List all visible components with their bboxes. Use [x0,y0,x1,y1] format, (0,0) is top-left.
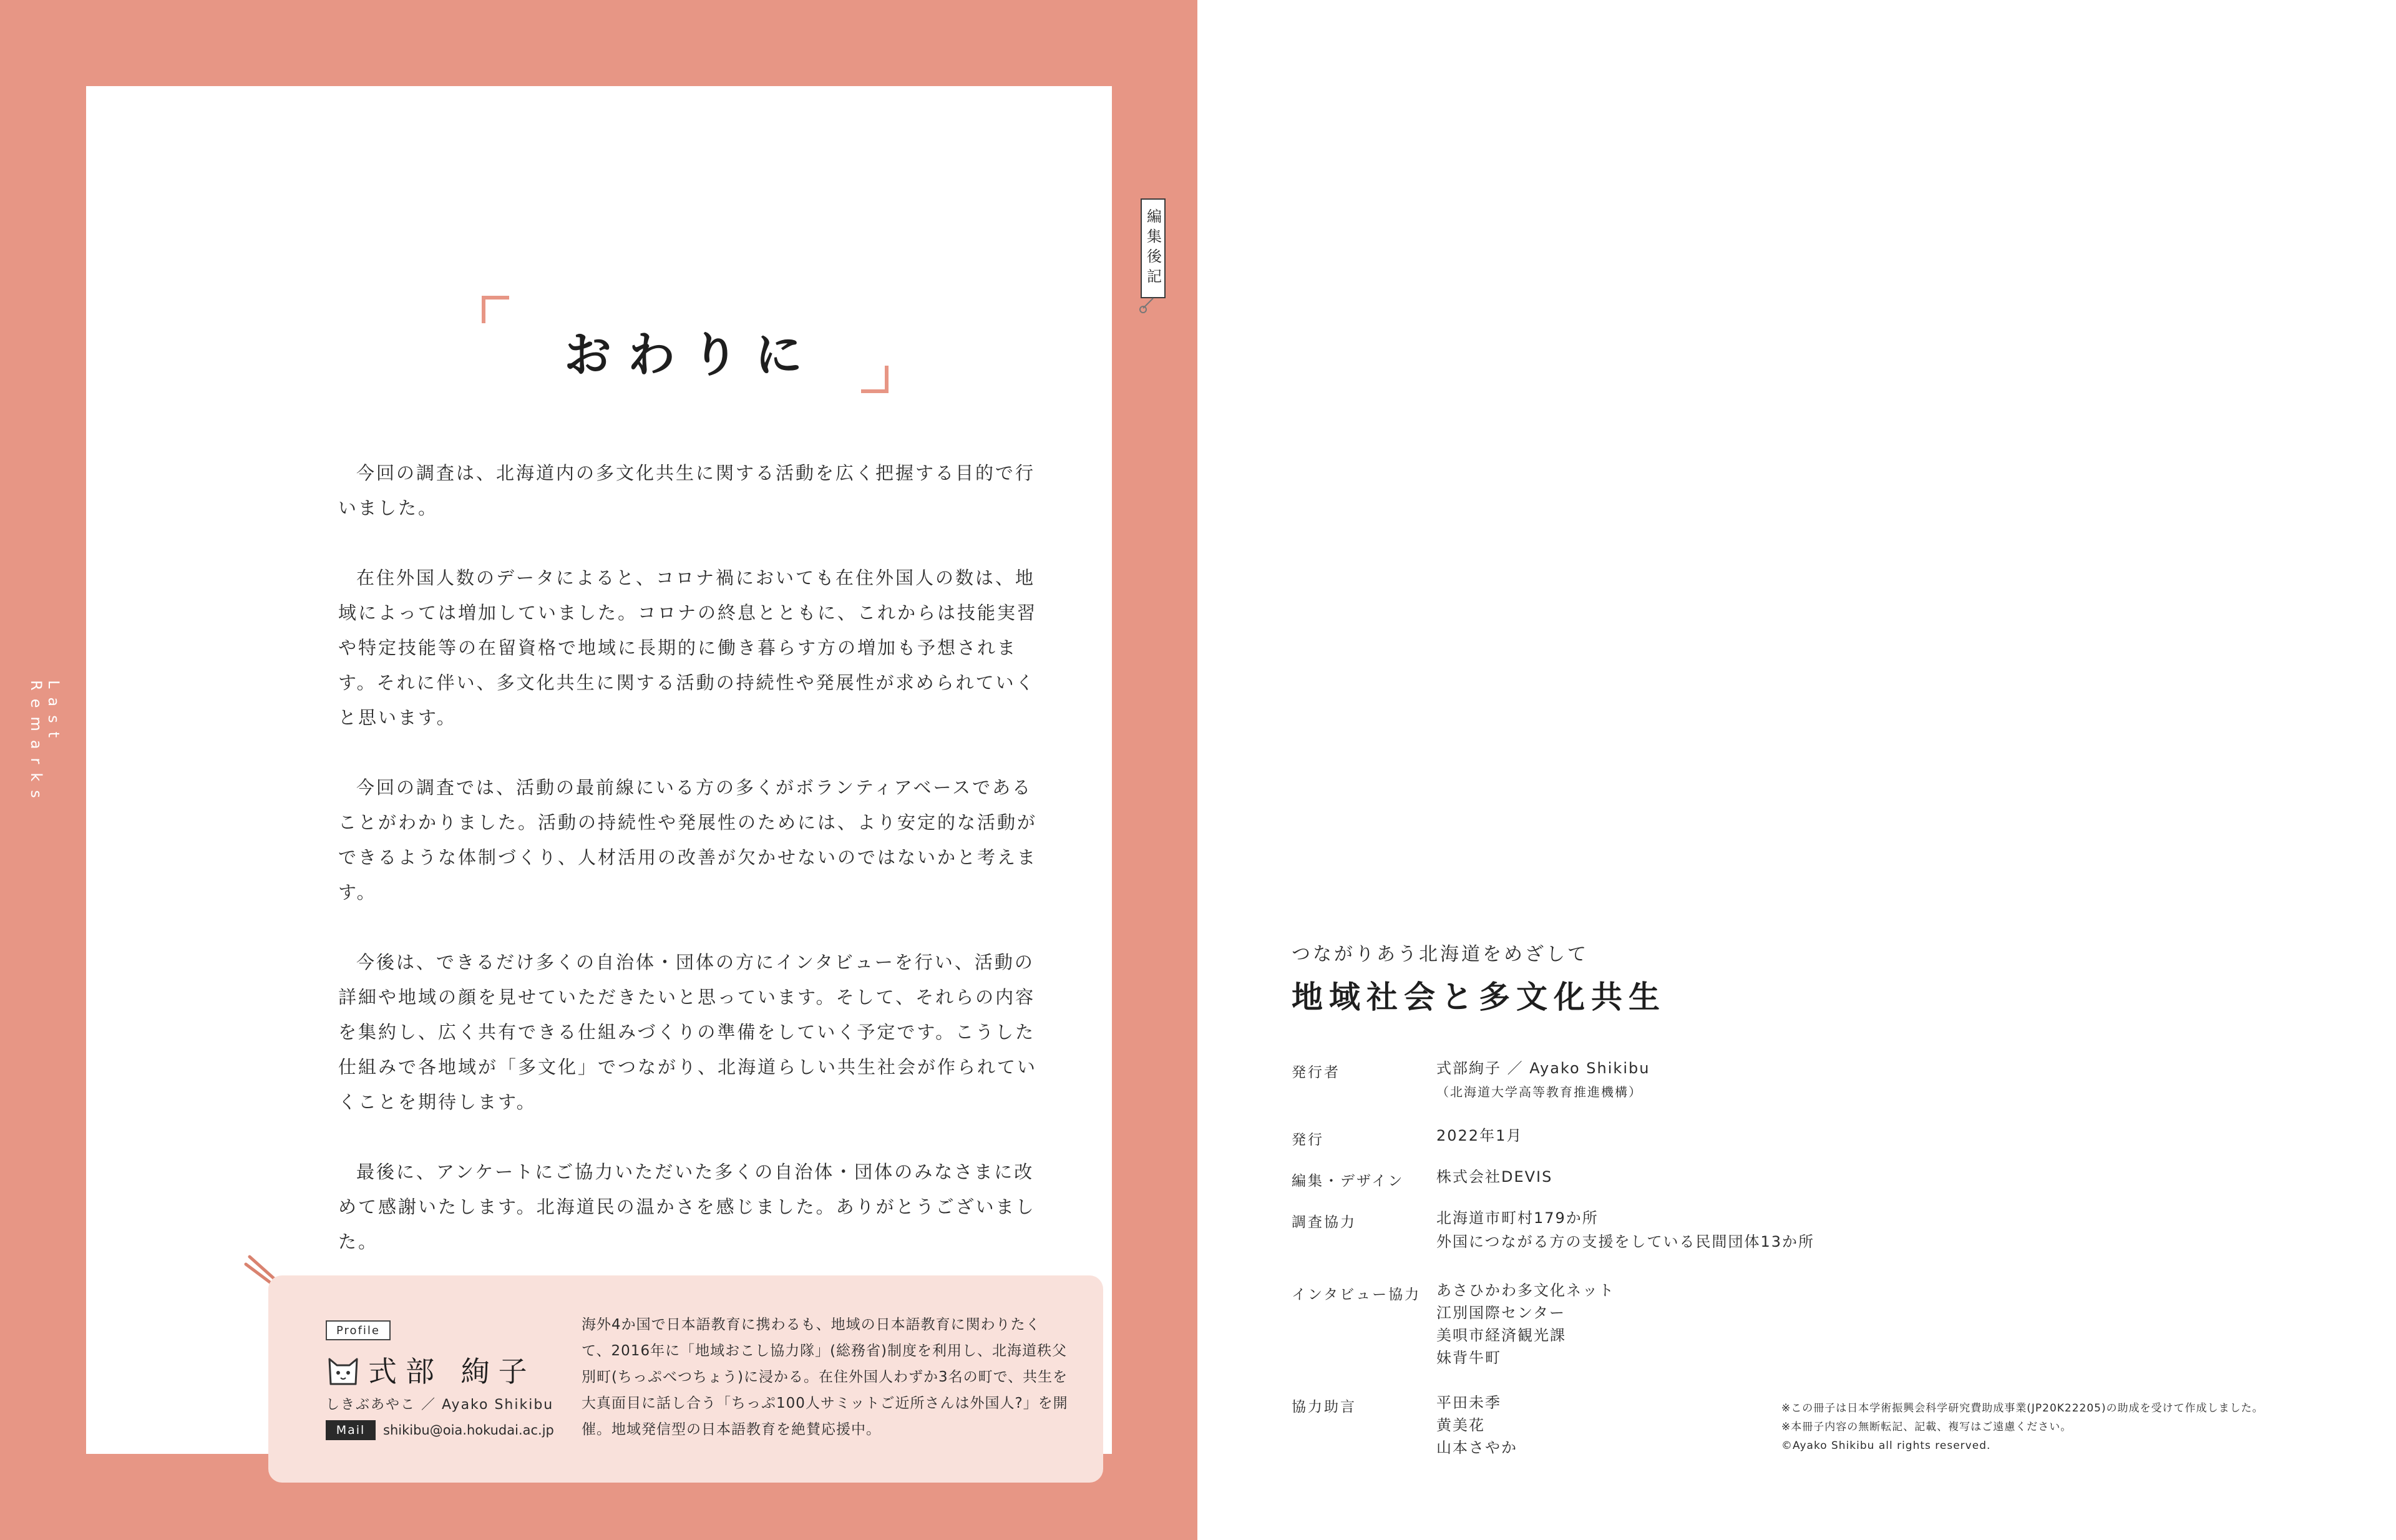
pin-icon [1138,296,1157,314]
colophon-value: あさひかわ多文化ネット [1436,1282,1615,1299]
mail-badge: Mail [326,1420,376,1440]
paragraph: 今回の調査では、活動の最前線にいる方の多くがボランティアベースであることがわかりました。活動の持続性や発展性のためには、より安定的な活動ができるような体制づくり、人材活用の改善が欠かせないのではないかと考えます。 [338,777,1038,903]
side-label: Last Remarks [27,680,62,807]
book-subtitle: つながりあう北海道をめざして [1292,943,1589,965]
colophon-label: 発行 [1292,1132,1324,1148]
body-text [338,456,1043,1294]
colophon-value: 式部絢子 ／ Ayako Shikibu [1436,1060,1650,1077]
colophon-label: 発行者 [1292,1065,1340,1081]
colophon-label: 協力助言 [1292,1399,1356,1415]
profile-box [268,1275,1103,1483]
colophon-value: 黄美花 [1436,1416,1485,1434]
colophon-label: 調査協力 [1292,1214,1356,1231]
colophon-value: 江別国際センター [1436,1304,1566,1322]
colophon-value: 山本さやか [1436,1439,1517,1456]
colophon-value: 北海道市町村179か所 [1436,1209,1599,1227]
paragraph: 在住外国人数のデータによると、コロナ禍においても在住外国人の数は、地域によっては増加していました。コロナの終息とともに、これからは技能実習や特定技能等の在留資格で地域に長期的に働き暮らす方の増加も予想されます。それに伴い、多文化共生に関する活動の持続性や発展性が求められていくと思います。 [338,567,1038,728]
mail-address[interactable]: shikibu@oia.hokudai.ac.jp [383,1423,554,1438]
colophon-value: 妹背牛町 [1436,1349,1501,1367]
paragraph: 今後は、できるだけ多くの自治体・団体の方にインタビューを行い、活動の詳細や地域の顔を見せていただきたいと思っています。そして、それらの内容を集約し、広く共有できる仕組みづくりの準備をしていく予定です。こうした仕組みで各地域が「多文化」でつながり、北海道らしい共生社会が作られていくことを期待します。 [338,952,1038,1113]
section-tab: 編集後記 [1141,198,1166,298]
profile-tag: Profile [326,1320,391,1340]
colophon-value: 平田未季 [1436,1394,1501,1411]
copyright: ©Ayako Shikibu all rights reserved. [1781,1440,1991,1452]
title-bracket-close [861,366,889,393]
profile-name: 式部 絢子 [368,1355,536,1388]
paragraph: 今回の調査は、北海道内の多文化共生に関する活動を広く把握する目的で行いました。 [338,462,1036,519]
cat-face-icon [326,1353,361,1388]
profile-reading: しきぶあやこ ／ Ayako Shikibu [326,1397,554,1413]
footnote: ※この冊子は日本学術振興会科学研究費助成事業(JP20K22205)の助成を受けて作成しました。 [1781,1402,2264,1415]
book-title: 地域社会と多文化共生 [1292,979,1666,1015]
paragraph: 最後に、アンケートにご協力いただいた多くの自治体・団体のみなさまに改めて感謝いたします。北海道民の温かさを感じました。ありがとうございました。 [338,1161,1036,1252]
title-bracket-open [482,296,509,323]
colophon-label: 編集・デザイン [1292,1173,1405,1189]
colophon-value: 2022年1月 [1436,1127,1523,1144]
colophon-label: インタビュー協力 [1292,1287,1421,1303]
profile-description: 海外4か国で日本語教育に携わるも、地域の日本語教育に関わりたくて、2016年に「地域おこし協力隊」(総務省)制度を利用し、北海道秩父別町(ちっぷべつちょう)に浸かる。在住外国人わずか3名の町で、共生を大真面目に話し合う「ちっぷ100人サミットご近所さんは外国人?」を開催。地域発信型の日本語教育を絶賛応援中。 [582,1317,1068,1438]
footnotes [1781,1399,2264,1455]
colophon-value: 美唄市経済観光課 [1436,1327,1566,1344]
colophon-value-sub: （北海道大学高等教育推進機構） [1436,1084,1642,1099]
content-card [86,86,1162,1454]
page-title: おわりに [564,327,819,383]
colophon-value: 株式会社DEVIS [1436,1168,1553,1186]
footnote: ※本冊子内容の無断転記、記載、複写はご遠慮ください。 [1781,1421,2072,1433]
colophon-value: 外国につながる方の支援をしている民間団体13か所 [1436,1233,1815,1250]
